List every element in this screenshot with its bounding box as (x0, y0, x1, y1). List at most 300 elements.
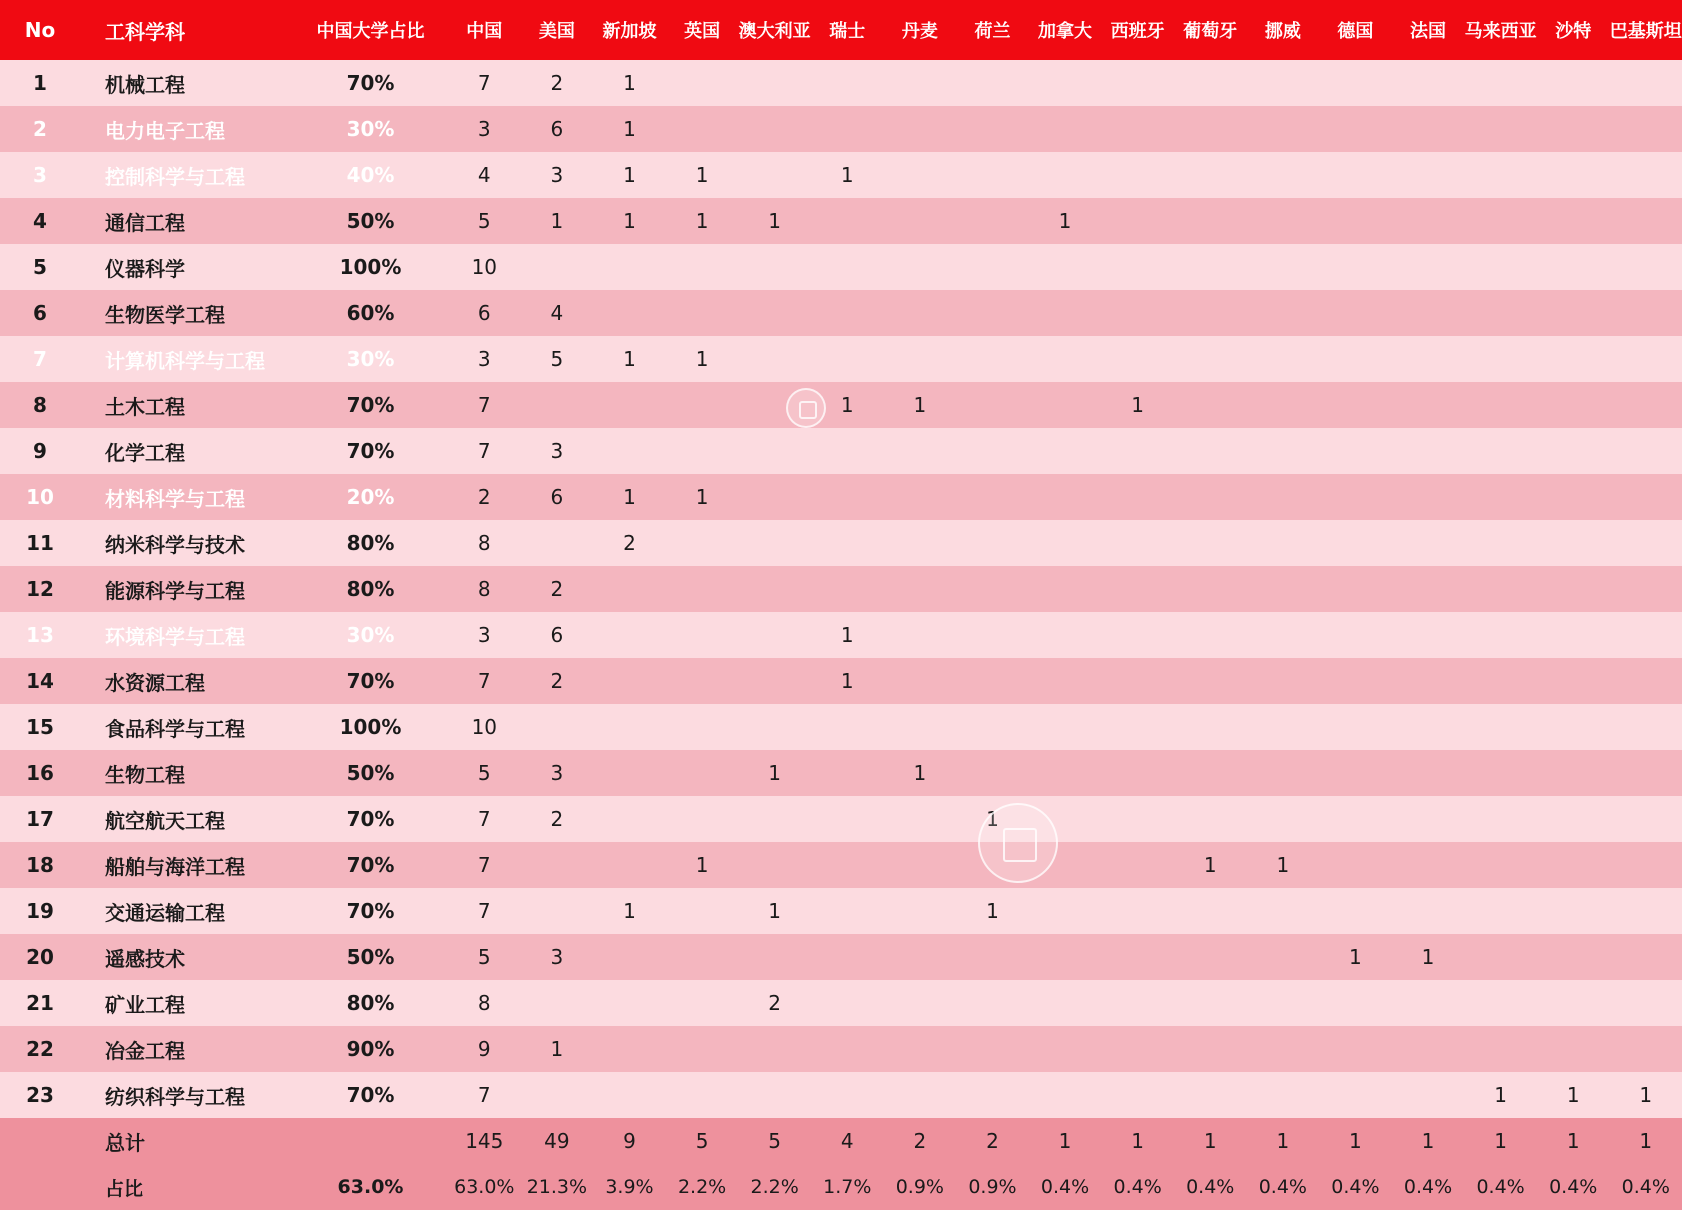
row-number: 16 (26, 761, 54, 785)
country-count-cell (1464, 658, 1537, 704)
subject-name: 冶金工程 (105, 1038, 185, 1063)
subject-name: 船舶与海洋工程 (105, 854, 245, 879)
country-count-cell (1029, 704, 1102, 750)
country-count-cell (1319, 474, 1392, 520)
country-count-cell: 2 (550, 669, 564, 693)
country-count-cell: 1 (1566, 1083, 1580, 1107)
shares-value: 63.0% (454, 1176, 515, 1198)
country-count-cell: 8 (477, 991, 491, 1015)
country-count-cell (1174, 60, 1247, 106)
country-count-cell (1319, 60, 1392, 106)
country-count-cell: 4 (550, 301, 564, 325)
country-count-cell (1029, 520, 1102, 566)
country-count-cell (738, 796, 811, 842)
country-count-cell (1029, 888, 1102, 934)
country-count-cell (1537, 658, 1610, 704)
country-count-cell (1610, 244, 1682, 290)
china-share-value: 80% (346, 577, 395, 601)
country-count-cell (1537, 1026, 1610, 1072)
country-count-cell (593, 1026, 666, 1072)
row-number: 5 (33, 255, 47, 279)
shares-label: 占比 (105, 1177, 144, 1200)
country-count-cell (1392, 152, 1465, 198)
country-count-cell: 6 (477, 301, 491, 325)
country-count-cell (521, 382, 594, 428)
table-row (0, 152, 1682, 198)
country-count-cell: 7 (477, 393, 491, 417)
country-count-cell (1392, 106, 1465, 152)
country-count-cell (956, 566, 1029, 612)
country-count-cell (1247, 106, 1320, 152)
header-country: 挪威 (1264, 21, 1301, 42)
country-count-cell: 1 (623, 117, 636, 141)
row-number: 3 (33, 163, 47, 187)
totals-china-share (293, 1118, 448, 1164)
country-count-cell (1319, 888, 1392, 934)
country-count-cell (1029, 612, 1102, 658)
country-count-cell (1537, 152, 1610, 198)
country-count-cell (1464, 888, 1537, 934)
country-count-cell: 1 (550, 209, 564, 233)
totals-value: 1 (1421, 1129, 1435, 1153)
table-row (0, 704, 1682, 750)
country-count-cell (1101, 474, 1174, 520)
country-count-cell: 7 (477, 439, 491, 463)
country-count-cell (1174, 612, 1247, 658)
country-count-cell (1610, 336, 1682, 382)
country-count-cell (956, 428, 1029, 474)
country-count-cell (1029, 566, 1102, 612)
country-count-cell (1537, 106, 1610, 152)
country-count-cell (666, 60, 739, 106)
row-number: 12 (26, 577, 54, 601)
country-count-cell (884, 1072, 957, 1118)
country-count-cell (1247, 658, 1320, 704)
country-count-cell (738, 704, 811, 750)
country-count-cell: 1 (1058, 209, 1072, 233)
country-count-cell (956, 290, 1029, 336)
country-count-cell (1464, 290, 1537, 336)
country-count-cell (1174, 198, 1247, 244)
china-share-value: 30% (346, 117, 395, 141)
country-count-cell (738, 60, 811, 106)
table-row (0, 1072, 1682, 1118)
country-count-cell (884, 474, 957, 520)
country-count-cell: 7 (477, 807, 491, 831)
country-count-cell: 1 (768, 899, 782, 923)
header-country: 葡萄牙 (1183, 21, 1238, 42)
country-count-cell: 9 (477, 1037, 491, 1061)
country-count-cell (1610, 474, 1682, 520)
country-count-cell (1247, 474, 1320, 520)
country-count-cell: 1 (768, 209, 782, 233)
china-share-value: 100% (339, 715, 402, 739)
country-count-cell (1610, 428, 1682, 474)
country-count-cell (1610, 566, 1682, 612)
subject-name: 土木工程 (105, 394, 185, 419)
country-count-cell (1610, 612, 1682, 658)
country-count-cell (1029, 336, 1102, 382)
country-count-cell (1610, 520, 1682, 566)
country-count-cell (811, 704, 884, 750)
country-count-cell: 1 (695, 209, 709, 233)
country-count-cell (593, 612, 666, 658)
country-count-cell (1174, 1072, 1247, 1118)
country-count-cell (1029, 980, 1102, 1026)
china-share-value: 70% (346, 71, 395, 95)
subject-name: 化学工程 (105, 440, 185, 465)
header-subject: 工科学科 (105, 19, 185, 44)
country-count-cell: 2 (550, 577, 564, 601)
country-count-cell (884, 290, 957, 336)
row-number: 15 (26, 715, 54, 739)
china-share-value: 20% (346, 485, 395, 509)
country-count-cell (738, 106, 811, 152)
country-count-cell (1319, 382, 1392, 428)
country-count-cell (593, 750, 666, 796)
country-count-cell (1464, 244, 1537, 290)
country-count-cell (884, 1026, 957, 1072)
table-row (0, 474, 1682, 520)
country-count-cell: 1 (986, 899, 999, 923)
country-count-cell (666, 566, 739, 612)
row-number: 22 (26, 1037, 54, 1061)
subject-name: 电力电子工程 (105, 118, 225, 143)
country-count-cell (1392, 980, 1465, 1026)
country-count-cell (1319, 842, 1392, 888)
header-country: 巴基斯坦 (1609, 21, 1682, 42)
china-share-value: 70% (346, 439, 395, 463)
country-count-cell (1392, 290, 1465, 336)
row-number: 1 (33, 71, 47, 95)
country-count-cell: 2 (623, 531, 636, 555)
country-count-cell (1464, 1026, 1537, 1072)
country-count-cell: 1 (550, 1037, 564, 1061)
subject-name: 环境科学与工程 (105, 624, 245, 649)
country-count-cell (1610, 750, 1682, 796)
table-row (0, 428, 1682, 474)
subject-name: 纳米科学与技术 (105, 532, 245, 557)
china-share-value: 70% (346, 1083, 395, 1107)
shares-china-share: 63.0% (337, 1176, 404, 1198)
country-count-cell (1101, 1026, 1174, 1072)
country-count-cell (1464, 152, 1537, 198)
country-count-cell (1247, 980, 1320, 1026)
country-count-cell (1101, 520, 1174, 566)
country-count-cell: 5 (477, 209, 491, 233)
shares-value: 2.2% (677, 1176, 727, 1198)
country-count-cell (1610, 198, 1682, 244)
shares-value: 0.9% (968, 1176, 1017, 1198)
country-count-cell (1610, 382, 1682, 428)
country-count-cell (1247, 60, 1320, 106)
country-count-cell: 1 (1494, 1083, 1507, 1107)
country-count-cell (1392, 796, 1465, 842)
country-count-cell (811, 60, 884, 106)
row-number: 8 (33, 393, 47, 417)
country-count-cell: 1 (695, 163, 709, 187)
country-count-cell (1247, 198, 1320, 244)
country-count-cell (666, 980, 739, 1026)
row-number: 7 (33, 347, 47, 371)
header-country: 马来西亚 (1464, 21, 1537, 42)
country-count-cell (811, 474, 884, 520)
country-count-cell: 7 (477, 899, 491, 923)
country-count-cell (521, 980, 594, 1026)
country-count-cell: 3 (550, 439, 564, 463)
subject-name: 交通运输工程 (105, 900, 225, 925)
country-count-cell (521, 888, 594, 934)
country-count-cell (1392, 60, 1465, 106)
country-count-cell (1247, 244, 1320, 290)
country-count-cell: 1 (623, 347, 636, 371)
country-count-cell: 6 (550, 485, 564, 509)
country-count-cell (1174, 704, 1247, 750)
country-count-cell (1101, 888, 1174, 934)
country-count-cell (1537, 198, 1610, 244)
country-count-cell (1319, 520, 1392, 566)
country-count-cell: 3 (550, 761, 564, 785)
country-count-cell: 8 (477, 577, 491, 601)
country-count-cell (1610, 658, 1682, 704)
subject-name: 材料科学与工程 (105, 486, 245, 511)
country-count-cell (1319, 198, 1392, 244)
country-count-cell (956, 750, 1029, 796)
country-count-cell (1174, 934, 1247, 980)
country-count-cell (1247, 934, 1320, 980)
country-count-cell (1464, 750, 1537, 796)
country-count-cell (1610, 934, 1682, 980)
subject-name: 生物医学工程 (105, 302, 225, 327)
country-count-cell (593, 934, 666, 980)
table-row (0, 198, 1682, 244)
country-count-cell (1101, 336, 1174, 382)
subject-name: 通信工程 (105, 210, 185, 235)
shares-value: 0.4% (1549, 1176, 1598, 1198)
shares-value: 0.4% (1403, 1176, 1453, 1198)
country-count-cell (1392, 428, 1465, 474)
country-count-cell (593, 704, 666, 750)
totals-value: 1 (1203, 1129, 1217, 1153)
china-share-value: 40% (346, 163, 395, 187)
country-count-cell: 2 (477, 485, 491, 509)
row-number: 13 (26, 623, 54, 647)
table-row (0, 106, 1682, 152)
country-count-cell (811, 290, 884, 336)
row-number: 9 (33, 439, 47, 463)
country-count-cell (884, 244, 957, 290)
row-number: 6 (33, 301, 47, 325)
table-row (0, 980, 1682, 1026)
country-count-cell (521, 704, 594, 750)
country-count-cell (1392, 704, 1465, 750)
country-count-cell: 1 (768, 761, 782, 785)
row-number: 23 (26, 1083, 54, 1107)
shares-value: 0.4% (1331, 1176, 1380, 1198)
china-share-value: 30% (346, 623, 395, 647)
country-count-cell: 5 (477, 945, 491, 969)
country-count-cell (1247, 750, 1320, 796)
country-count-cell (1174, 566, 1247, 612)
country-count-cell (738, 520, 811, 566)
country-count-cell (1464, 704, 1537, 750)
country-count-cell (1464, 474, 1537, 520)
country-count-cell (956, 474, 1029, 520)
table-header-row (0, 0, 1682, 60)
country-count-cell: 1 (1421, 945, 1435, 969)
country-count-cell (811, 1026, 884, 1072)
country-count-cell (1464, 612, 1537, 658)
country-count-cell (1392, 658, 1465, 704)
country-count-cell (884, 428, 957, 474)
country-count-cell (1247, 888, 1320, 934)
country-count-cell (593, 428, 666, 474)
country-count-cell: 1 (695, 853, 709, 877)
country-count-cell (884, 888, 957, 934)
country-count-cell (1029, 152, 1102, 198)
country-count-cell: 1 (623, 71, 636, 95)
totals-value: 49 (544, 1129, 570, 1153)
country-count-cell (1464, 198, 1537, 244)
country-count-cell (1392, 612, 1465, 658)
shares-value: 2.2% (750, 1176, 799, 1198)
table-body (0, 60, 1682, 1118)
country-count-cell (1174, 290, 1247, 336)
country-count-cell: 1 (695, 485, 709, 509)
country-count-cell (738, 842, 811, 888)
row-number: 19 (26, 899, 54, 923)
subject-name: 机械工程 (105, 72, 185, 97)
shares-value: 0.4% (1040, 1176, 1090, 1198)
country-count-cell (811, 566, 884, 612)
country-count-cell (956, 60, 1029, 106)
country-count-cell (521, 842, 594, 888)
china-share-value: 90% (346, 1037, 395, 1061)
country-count-cell (738, 566, 811, 612)
country-count-cell (1537, 290, 1610, 336)
country-count-cell (1464, 842, 1537, 888)
country-count-cell (956, 244, 1029, 290)
country-count-cell (1537, 336, 1610, 382)
country-count-cell (1610, 888, 1682, 934)
country-count-cell (884, 796, 957, 842)
country-count-cell (1247, 520, 1320, 566)
country-count-cell (738, 474, 811, 520)
country-count-cell (593, 290, 666, 336)
country-count-cell (1537, 382, 1610, 428)
country-count-cell (1319, 704, 1392, 750)
country-count-cell (738, 658, 811, 704)
country-count-cell (1319, 796, 1392, 842)
country-count-cell (811, 842, 884, 888)
table-row (0, 290, 1682, 336)
country-count-cell (884, 152, 957, 198)
country-count-cell: 4 (477, 163, 491, 187)
country-count-cell (666, 290, 739, 336)
country-count-cell (1174, 796, 1247, 842)
row-number: 4 (33, 209, 47, 233)
country-count-cell (593, 566, 666, 612)
country-count-cell: 3 (550, 945, 564, 969)
country-count-cell (1174, 1026, 1247, 1072)
country-count-cell (884, 198, 957, 244)
country-count-cell (1029, 290, 1102, 336)
country-count-cell (1392, 244, 1465, 290)
header-country: 瑞士 (829, 21, 866, 42)
country-count-cell (1464, 980, 1537, 1026)
country-count-cell: 1 (913, 393, 927, 417)
country-count-cell: 1 (913, 761, 927, 785)
country-count-cell (1610, 842, 1682, 888)
country-count-cell (1174, 980, 1247, 1026)
country-count-cell: 1 (840, 669, 854, 693)
country-count-cell: 10 (471, 715, 498, 739)
table-row (0, 520, 1682, 566)
country-count-cell: 1 (1131, 393, 1144, 417)
country-count-cell: 7 (477, 669, 491, 693)
country-count-cell (666, 1026, 739, 1072)
country-count-cell (1610, 704, 1682, 750)
country-count-cell: 2 (768, 991, 782, 1015)
country-count-cell (666, 658, 739, 704)
country-count-cell (811, 336, 884, 382)
country-count-cell (884, 566, 957, 612)
footer-empty-cell (0, 1164, 80, 1210)
totals-value: 5 (768, 1129, 782, 1153)
totals-value: 1 (1566, 1129, 1580, 1153)
country-count-cell (666, 612, 739, 658)
country-count-cell: 1 (1276, 853, 1290, 877)
country-count-cell (811, 980, 884, 1026)
country-count-cell (1464, 60, 1537, 106)
header-country: 法国 (1410, 21, 1447, 42)
subject-name: 计算机科学与工程 (105, 348, 265, 373)
country-count-cell: 3 (477, 117, 491, 141)
country-count-cell (1247, 290, 1320, 336)
country-count-cell (738, 428, 811, 474)
country-count-cell (811, 244, 884, 290)
country-count-cell (1537, 980, 1610, 1026)
country-count-cell (1247, 152, 1320, 198)
country-count-cell (956, 704, 1029, 750)
country-count-cell (1537, 60, 1610, 106)
country-count-cell (1247, 566, 1320, 612)
country-count-cell (956, 934, 1029, 980)
country-count-cell (1610, 980, 1682, 1026)
table-row (0, 934, 1682, 980)
country-count-cell (1101, 934, 1174, 980)
country-count-cell (1537, 934, 1610, 980)
country-count-cell (1319, 244, 1392, 290)
totals-value: 145 (465, 1129, 504, 1153)
china-share-value: 70% (346, 807, 395, 831)
subject-name: 遥感技术 (105, 946, 185, 971)
shares-value: 0.4% (1113, 1176, 1162, 1198)
country-count-cell (1101, 704, 1174, 750)
country-count-cell (1537, 796, 1610, 842)
country-count-cell (1247, 704, 1320, 750)
country-count-cell (956, 658, 1029, 704)
country-count-cell: 1 (840, 393, 854, 417)
header-country: 西班牙 (1110, 21, 1165, 42)
country-count-cell (1174, 520, 1247, 566)
country-count-cell (666, 750, 739, 796)
country-count-cell (1537, 566, 1610, 612)
country-count-cell (1174, 336, 1247, 382)
country-count-cell (884, 934, 957, 980)
country-count-cell (1101, 842, 1174, 888)
country-count-cell (1247, 428, 1320, 474)
